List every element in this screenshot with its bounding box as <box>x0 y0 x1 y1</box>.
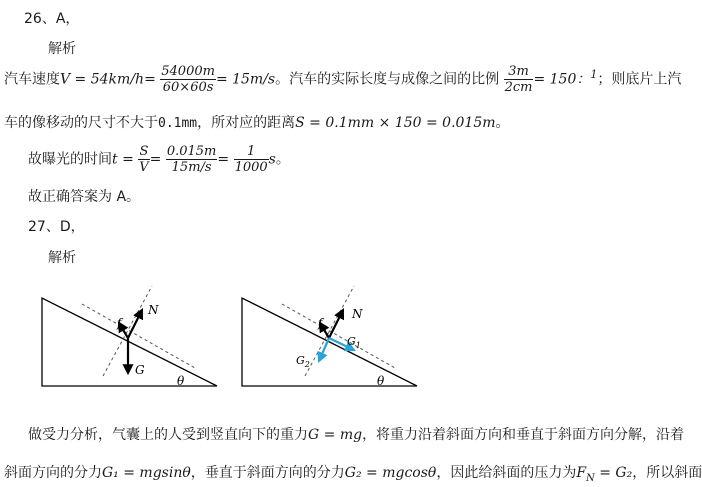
question-27-header: 27、D， <box>28 219 85 235</box>
ratio-text: 。汽车的实际长度与成像之间的比例 <box>275 71 500 88</box>
right-g2-arrow <box>319 338 329 361</box>
time-fraction-values-num: 0.015m <box>166 144 217 159</box>
explanation-1-prefix: 做受力分析，气囊上的人受到竖直向下的重力 <box>28 427 308 443</box>
explanation-line-1 <box>28 424 684 444</box>
explanation-2-mid: ，垂直于斜面方向的分力 <box>190 465 345 481</box>
time-lhs: t = <box>112 151 134 168</box>
ratio-value: = 150： <box>533 71 591 88</box>
speed-fraction-num: 54000m <box>161 64 215 79</box>
analysis-label-27: 解析 <box>48 250 76 266</box>
explanation-2-prefix: 斜面方向的分力 <box>4 465 102 481</box>
speed-fraction-den: 60×60s <box>162 80 214 95</box>
right-label-G2 <box>296 354 310 369</box>
ratio-sup: 1 <box>590 67 598 81</box>
ratio-fraction <box>504 64 534 95</box>
speed-fraction <box>160 64 216 95</box>
left-force-diagram <box>42 286 217 388</box>
time-fraction-result <box>234 144 269 175</box>
image-size-value: 0.1mm <box>158 116 198 131</box>
time-fraction-values <box>166 144 218 175</box>
left-label-theta: θ <box>177 374 185 388</box>
right-label-G1-sub: 1 <box>355 341 361 350</box>
right-label-f: f <box>318 316 323 330</box>
g2-formula: G₂ = mgcosθ <box>344 465 437 481</box>
left-slope-dashed-line <box>82 304 195 368</box>
right-label-N: N <box>352 307 363 321</box>
right-normal-force-arrow <box>329 310 343 338</box>
speed-line-prefix: 汽车速度 <box>4 71 60 88</box>
time-line-end: 。 <box>275 151 290 168</box>
explanation-line-2 <box>4 462 702 484</box>
time-unit: s <box>268 151 276 168</box>
time-fraction-values-den: 15m/s <box>171 160 212 175</box>
right-label-theta: θ <box>377 374 385 388</box>
distance-expression: S = 0.1mm × 150 = 0.015m <box>295 115 496 131</box>
time-fraction-sv-num: S <box>139 144 149 159</box>
distance-line <box>4 112 510 132</box>
time-fraction-sv <box>138 144 149 175</box>
analysis-label-26: 解析 <box>48 41 76 57</box>
speed-lhs: V = 54km/h <box>60 71 145 88</box>
time-line <box>28 144 290 175</box>
speed-eq: = <box>144 71 156 88</box>
distance-line-end: 。 <box>495 115 510 131</box>
right-label-G1-main: G <box>347 335 356 348</box>
time-eq: = <box>149 151 162 168</box>
force-diagrams <box>0 278 653 398</box>
left-label-f: f <box>117 316 122 330</box>
time-fraction-result-num: 1 <box>234 144 269 160</box>
left-label-G: G <box>135 363 145 377</box>
fn-subscript: N <box>586 472 595 484</box>
time-fraction-result-den: 1000 <box>234 160 268 175</box>
right-force-diagram <box>242 286 417 388</box>
speed-line-end: ；则底片上汽 <box>597 71 682 88</box>
fn-formula-rest: = G₂ <box>594 465 633 481</box>
gravity-formula: G = mg <box>308 427 363 443</box>
explanation-2-mid2: ，因此给斜面的压力为 <box>436 465 577 481</box>
time-line-prefix: 故曝光的时间 <box>28 151 112 168</box>
right-incline <box>242 298 417 386</box>
speed-line <box>4 64 681 95</box>
right-label-G1 <box>347 335 361 350</box>
distance-line-mid: ，所对应的距离 <box>197 115 296 131</box>
explanation-2-end: ，所以斜面 <box>632 465 702 481</box>
conclusion-26: 故正确答案为 A。 <box>28 189 141 205</box>
ratio-fraction-den: 2cm <box>504 80 533 95</box>
explanation-1-end: ，将重力沿着斜面方向和垂直于斜面方向分解，沿着 <box>362 427 685 443</box>
question-26-header: 26、A， <box>24 11 80 27</box>
distance-line-prefix: 车的像移动的尺寸不大于 <box>4 115 158 131</box>
right-label-G2-sub: 2 <box>304 360 310 369</box>
time-fraction-sv-den: V <box>139 160 149 175</box>
fn-symbol: F <box>576 465 587 481</box>
left-label-N: N <box>148 303 159 317</box>
speed-rhs: = 15m/s <box>215 71 276 88</box>
g1-formula: G₁ = mgsinθ <box>102 465 191 481</box>
right-label-G2-main: G <box>296 354 305 367</box>
ratio-fraction-num: 3m <box>504 64 534 80</box>
left-incline <box>42 298 217 386</box>
time-eq-2: = <box>217 151 230 168</box>
